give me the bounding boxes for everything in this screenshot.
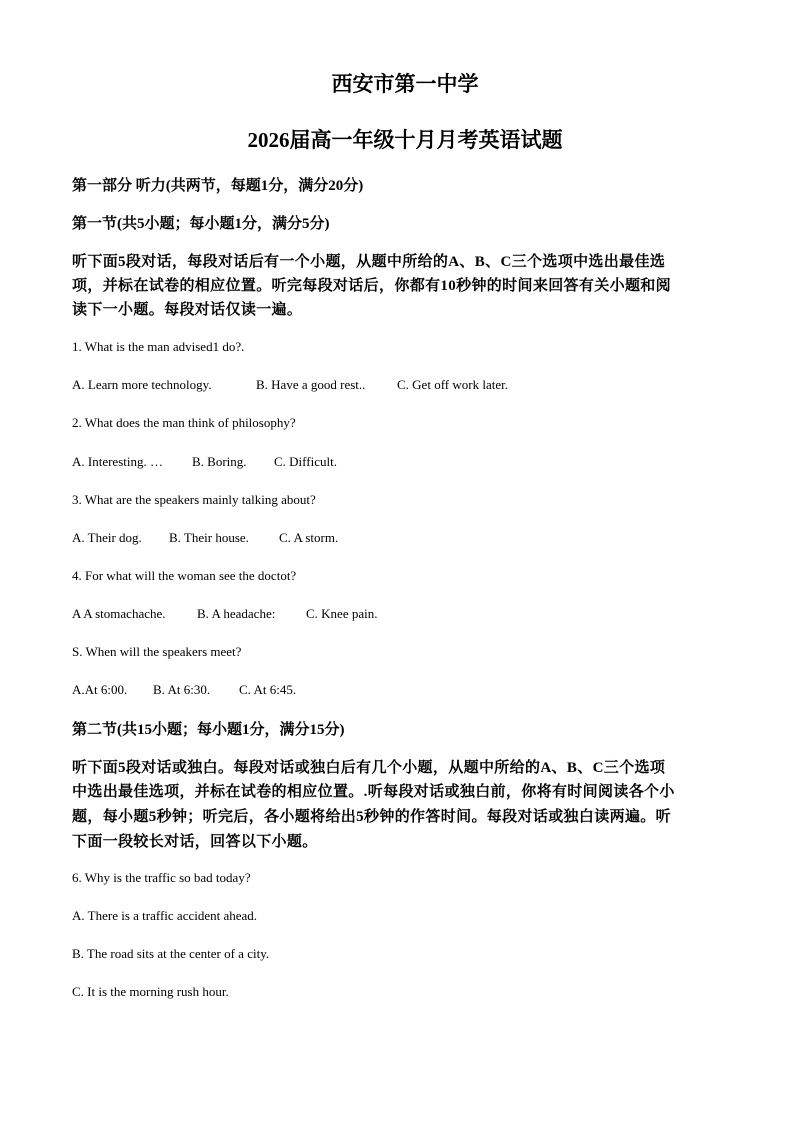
option-c: C. It is the morning rush hour. bbox=[72, 984, 229, 999]
option-b: B. The road sits at the center of a city. bbox=[72, 946, 270, 961]
section2-instruction-line: 听下面5段对话或独白。每段对话或独白后有几个小题，从题中所给的A、B、C三个选项 bbox=[72, 760, 666, 776]
option-a: A. There is a traffic accident ahead. bbox=[72, 908, 258, 923]
option-c: C. Get off work later. bbox=[397, 377, 508, 392]
option-a: A. Their dog. bbox=[72, 530, 142, 545]
option-a: A A stomachache. bbox=[72, 606, 166, 621]
school-name: 西安市第一中学 bbox=[331, 72, 479, 96]
option-c: C. At 6:45. bbox=[239, 682, 297, 697]
question-stem: 4. For what will the woman see the doctot? bbox=[72, 568, 297, 583]
question-stem: 2. What does the man think of philosophy? bbox=[72, 415, 296, 430]
option-a: A. Learn more technology. bbox=[72, 377, 212, 392]
section1-instruction-line: 听下面5段对话，每段对话后有一个小题，从题中所给的A、B、C三个选项中选出最佳选 bbox=[72, 254, 666, 270]
question-stem: 6. Why is the traffic so bad today? bbox=[72, 870, 251, 885]
section1-instruction-line: 读下一小题。每段对话仅读一遍。 bbox=[72, 302, 303, 318]
option-c: C. A storm. bbox=[279, 530, 339, 545]
option-c: C. Difficult. bbox=[274, 454, 337, 469]
exam-title: 2026届高一年级十月月考英语试题 bbox=[247, 128, 563, 152]
question-stem: 3. What are the speakers mainly talking about? bbox=[72, 492, 316, 507]
section1-heading: 第一节(共5小题；每小题1分，满分5分) bbox=[72, 216, 330, 232]
question-options bbox=[72, 530, 338, 546]
option-a: A. Interesting. … bbox=[72, 454, 163, 469]
section2-heading: 第二节(共15小题；每小题1分，满分15分) bbox=[72, 722, 345, 738]
section2-instruction-line: 题，每小题5秒钟；听完后，各小题将给出5秒钟的作答时间。每段对话或独白读两遍。听 bbox=[72, 809, 672, 825]
option-b: B. Their house. bbox=[169, 530, 249, 545]
option-b: B. Boring. bbox=[192, 454, 247, 469]
question-stem: S. When will the speakers meet? bbox=[72, 644, 242, 659]
section2-instruction-line: 下面一段较长对话，回答以下小题。 bbox=[72, 834, 318, 850]
question-stem: 1. What is the man advised1 do?. bbox=[72, 339, 245, 354]
option-b: B. A headache: bbox=[197, 606, 276, 621]
option-b: B. Have a good rest.. bbox=[256, 377, 366, 392]
part1-heading: 第一部分 听力(共两节，每题1分，满分20分) bbox=[72, 178, 364, 194]
question-options bbox=[72, 377, 508, 393]
option-c: C. Knee pain. bbox=[306, 606, 378, 621]
option-a: A.At 6:00. bbox=[72, 682, 128, 697]
section1-instruction-line: 项，并标在试卷的相应位置。听完每段对话后，你都有10秒钟的时间来回答有关小题和阅 bbox=[72, 278, 672, 294]
section2-instruction-line: 中选出最佳选项，并标在试卷的相应位置。.听每段对话或独白前，你将有时间阅读各个小 bbox=[72, 784, 675, 800]
question-options bbox=[72, 454, 337, 470]
question-options bbox=[72, 606, 377, 622]
option-b: B. At 6:30. bbox=[153, 682, 211, 697]
question-options bbox=[72, 682, 296, 698]
